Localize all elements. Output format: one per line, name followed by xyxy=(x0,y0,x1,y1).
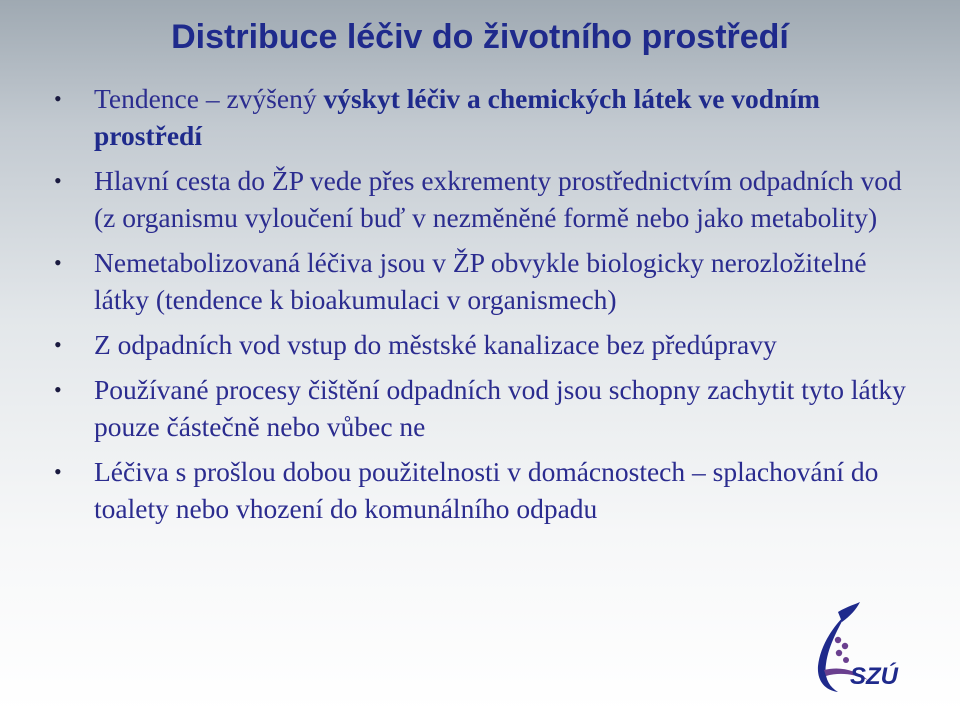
bullet-text: Hlavní cesta do ŽP vede přes exkrementy prostřednictvím odpadních vod (z organismu vyloučení buď v nezměněné formě nebo jako metabolity) xyxy=(94,165,902,233)
bullet-text: Tendence – zvýšený xyxy=(94,83,324,114)
bullet-item xyxy=(54,453,914,527)
bullet-text: Z odpadních vod vstup do městské kanalizace bez předúpravy xyxy=(94,329,777,360)
bullet-item xyxy=(54,326,914,363)
bullet-mark: • xyxy=(54,168,62,193)
bullet-item xyxy=(54,244,914,318)
logo-dot xyxy=(835,637,841,643)
bullet-mark: • xyxy=(54,332,62,357)
bullet-item xyxy=(54,80,914,154)
logo-dot xyxy=(842,643,848,649)
bullet-mark: • xyxy=(54,377,62,402)
szu-logo-icon xyxy=(790,600,910,700)
bullet-text: Nemetabolizovaná léčiva jsou v ŽP obvykle biologicky nerozložitelné látky (tendence k bioakumulaci v organismech) xyxy=(94,247,867,315)
bullet-bold-text: výskyt léčiv a chemických látek ve vodním prostředí xyxy=(94,83,820,151)
bullet-item xyxy=(54,371,914,445)
bullet-text: Léčiva s prošlou dobou použitelnosti v domácnostech – splachování do toalety nebo vhození do komunálního odpadu xyxy=(94,456,879,524)
bullet-text: Používané procesy čištění odpadních vod jsou schopny zachytit tyto látky pouze částečně nebo vůbec ne xyxy=(94,374,906,442)
bullet-mark: • xyxy=(54,459,62,484)
bullet-item xyxy=(54,162,914,236)
logo-dot xyxy=(843,657,849,663)
bullet-mark: • xyxy=(54,250,62,275)
logo-text: SZÚ xyxy=(850,663,898,690)
bullet-list xyxy=(54,80,914,535)
logo-dot xyxy=(836,650,842,656)
slide-title: Distribuce léčiv do životního prostředí xyxy=(171,18,789,56)
bullet-mark: • xyxy=(54,86,62,111)
